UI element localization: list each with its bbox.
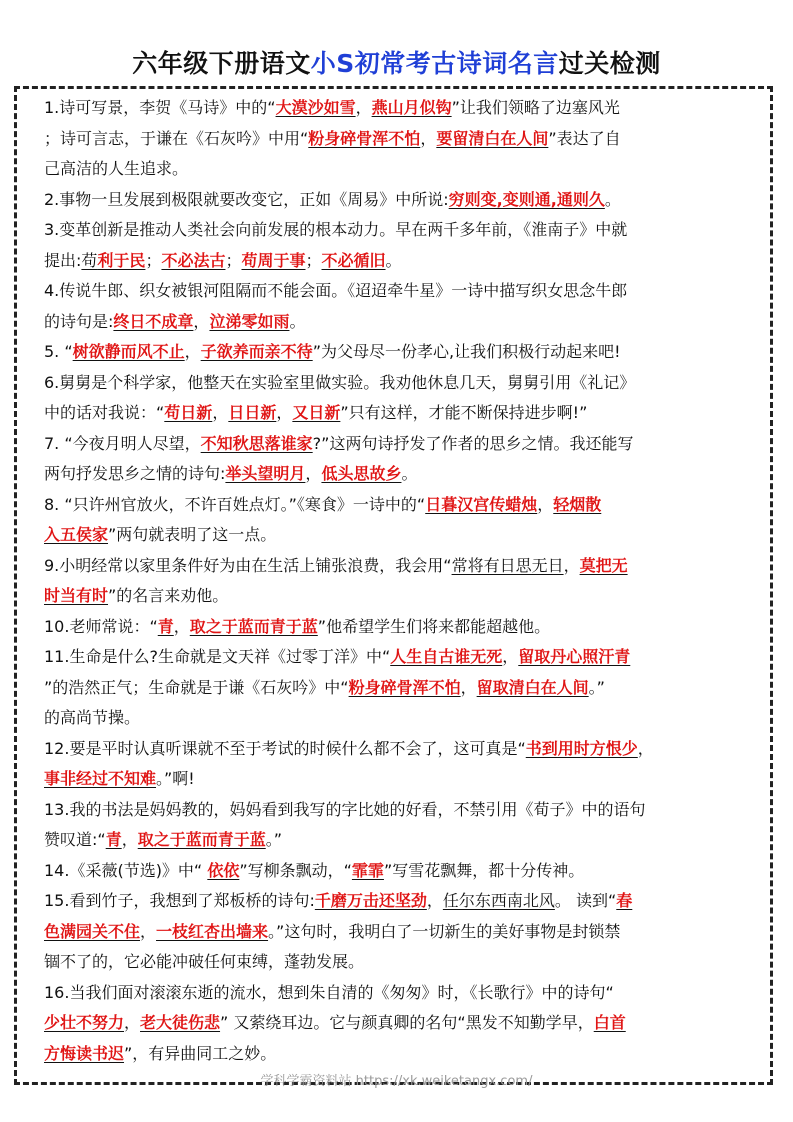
answer-text: 春: [616, 891, 633, 910]
question-line: [44, 734, 758, 765]
question-text: ”为父母尽一份孝心,让我们积极行动起来吧!: [312, 342, 621, 361]
answer-text: 青: [157, 616, 174, 636]
question-text: ，: [637, 738, 654, 758]
question-line: [44, 154, 758, 185]
question-line: [44, 429, 758, 460]
answer-text: 轻烟散: [553, 494, 602, 514]
question-text: 提出:: [44, 250, 82, 270]
question-text: 己高洁的人生追求。: [44, 159, 189, 178]
question-item: [44, 551, 758, 612]
question-text: 两句抒发思乡之情的诗句:: [44, 464, 226, 483]
question-text: ；: [225, 250, 242, 270]
question-line: [44, 703, 758, 734]
question-line: [44, 886, 758, 917]
question-list: [44, 93, 758, 1069]
answer-text: 要留清白在人间: [436, 128, 549, 148]
question-line: [44, 337, 758, 368]
question-text: 。: [289, 311, 306, 331]
question-text: ”只有这样，才能不断保持进步啊!”: [340, 403, 588, 422]
question-text: 。: [401, 464, 418, 483]
question-text: ；: [145, 250, 162, 270]
question-text: ”的浩然正气；生命就是于谦《石灰吟》中“: [44, 677, 349, 697]
question-text: 。: [604, 189, 621, 209]
answer-text: 书到用时方恨少: [525, 738, 638, 758]
title-part-1: 六年级下册语文: [132, 49, 311, 78]
question-text: 7. “今夜月明人尽望，: [44, 433, 201, 453]
question-line: [44, 673, 758, 704]
question-line: [44, 612, 758, 643]
question-text: 3.变革创新是推动人类社会向前发展的根本动力。早在两千多年前，《淮南子》中就: [44, 220, 628, 239]
question-text: 。: [385, 250, 402, 270]
question-text: ，: [124, 1013, 141, 1032]
question-line: [44, 368, 758, 399]
question-text: ，: [184, 342, 201, 361]
answer-text: 举头望明月: [225, 464, 306, 483]
question-text: 16.当我们面对滚滚东逝的流水，想到朱自清的《匆匆》时，《长歌行》中的诗句“: [44, 982, 614, 1002]
answer-text: 白首: [593, 1013, 626, 1032]
answer-text: 树欲静而风不止: [72, 342, 185, 361]
question-text: 。”这句时，我明白了一切新生的美好事物是封锁禁: [268, 921, 621, 941]
question-text: 1.诗可写景，李贺《马诗》中的“: [44, 98, 276, 117]
question-line: [44, 398, 758, 429]
question-text: 。”: [588, 677, 605, 697]
question-line: [44, 642, 758, 673]
answer-text: 穷则变,变则通,通则久: [448, 189, 605, 209]
question-text: ；诗可言志，于谦在《石灰吟》中用“: [44, 128, 309, 148]
answer-text: 时当有时: [44, 586, 109, 605]
answer-text: 低头思故乡: [321, 464, 402, 483]
question-line: [44, 825, 758, 856]
question-text: 15.看到竹子，我想到了郑板桥的诗句:: [44, 891, 315, 910]
question-line: [44, 276, 758, 307]
answer-text: 利于民: [97, 250, 146, 270]
question-text: 9.小明经常以家里条件好为由在生活上铺张浪费，我会用“: [44, 555, 452, 575]
answer-text: 泣涕零如雨: [209, 311, 290, 331]
question-text: ，: [212, 403, 229, 422]
question-text: ，: [121, 830, 138, 849]
question-line: [44, 246, 758, 277]
answer-text: 又日新: [292, 403, 341, 422]
question-text: ” 又萦绕耳边。它与颜真卿的名句“黑发不知勤学早，: [220, 1013, 594, 1032]
question-text: ”让我们领略了边塞风光: [451, 98, 620, 117]
question-item: [44, 276, 758, 337]
question-text: ，: [563, 555, 580, 575]
question-item: [44, 337, 758, 368]
question-item: [44, 642, 758, 734]
question-item: [44, 886, 758, 978]
answer-text: 莫把无: [579, 555, 628, 575]
underlined-text: 任尔东西南北风: [442, 891, 555, 910]
question-line: [44, 978, 758, 1009]
question-line: [44, 1039, 758, 1070]
underlined-text: 常将有日思无日: [451, 555, 564, 575]
title-part-3: 过关检测: [558, 49, 661, 78]
answer-text: 留取清白在人间: [476, 677, 589, 697]
question-text: 8. “只许州官放火，不许百姓点灯。”《寒食》一诗中的“: [44, 494, 426, 514]
question-text: ?”这两句诗抒发了作者的思乡之情。我还能写: [312, 433, 634, 453]
answer-text: 不知秋思落谁家: [200, 433, 313, 453]
answer-text: 青: [105, 830, 122, 849]
question-text: 锢不了的，它必能冲破任何束缚，蓬勃发展。: [44, 952, 365, 971]
question-line: [44, 185, 758, 216]
question-text: ，: [537, 494, 554, 514]
answer-text: 子欲养而亲不待: [200, 342, 313, 361]
question-item: [44, 856, 758, 887]
question-line: [44, 917, 758, 948]
question-text: 。 读到“: [554, 891, 617, 910]
question-item: [44, 734, 758, 795]
question-text: ”表达了自: [548, 128, 621, 148]
answer-text: 千磨万击还坚劲: [314, 891, 427, 910]
page-title: [0, 44, 793, 80]
question-line: [44, 124, 758, 155]
title-part-2: 小S初常考古诗词名言: [310, 49, 559, 78]
question-line: [44, 764, 758, 795]
question-line: [44, 459, 758, 490]
answer-text: 留取丹心照汗青: [518, 647, 631, 666]
answer-text: 霏霏: [351, 860, 384, 880]
question-text: ”写雪花飘舞，都十分传神。: [383, 860, 585, 880]
question-text: 2.事物一旦发展到极限就要改变它，正如《周易》中所说:: [44, 189, 449, 209]
question-text: 4.传说牛郎、织女被银河阻隔而不能会面。《迢迢牵牛星》一诗中描写织女思念牛郎: [44, 281, 628, 300]
question-text: ，: [420, 128, 437, 148]
question-item: [44, 185, 758, 216]
underlined-text: 苟: [81, 250, 98, 270]
answer-text: 粉身碎骨浑不怕: [308, 128, 421, 148]
question-text: 的诗句是:: [44, 311, 114, 331]
question-line: [44, 795, 758, 826]
question-text: 。”啊!: [156, 769, 195, 788]
question-line: [44, 581, 758, 612]
answer-text: 日暮汉宫传蜡烛: [425, 494, 538, 514]
answer-text: 依依: [207, 860, 240, 880]
question-item: [44, 368, 758, 429]
question-text: ”写柳条飘动，“: [239, 860, 352, 880]
answer-text: 大漠沙如雪: [275, 98, 356, 117]
question-item: [44, 612, 758, 643]
answer-text: 终日不成章: [113, 311, 194, 331]
answer-text: 入五侯家: [44, 525, 109, 544]
question-text: 的高尚节操。: [44, 708, 141, 727]
question-text: ，: [460, 677, 477, 697]
question-line: [44, 856, 758, 887]
question-line: [44, 215, 758, 246]
question-item: [44, 215, 758, 276]
question-item: [44, 93, 758, 185]
answer-text: 取之于蓝而青于蓝: [137, 830, 266, 849]
answer-text: 方悔读书迟: [44, 1043, 125, 1063]
answer-text: 一枝红杏出墙来: [156, 921, 269, 941]
question-text: 10.老师常说：“: [44, 616, 158, 636]
question-text: ”他希望学生们将来都能超越他。: [317, 616, 551, 636]
answer-text: 燕山月似钩: [371, 98, 452, 117]
question-text: ，: [305, 464, 322, 483]
answer-text: 人生自古谁无死: [390, 647, 503, 666]
answer-text: 苟日新: [164, 403, 213, 422]
watermark-footer: 学科学霸资料站 https://xk.weiketangx.com/: [260, 1074, 533, 1089]
question-text: 。”: [265, 830, 283, 849]
question-text: ”两句就表明了这一点。: [108, 525, 277, 544]
question-line: [44, 93, 758, 124]
question-line: [44, 947, 758, 978]
answer-text: 事非经过不知难: [44, 769, 157, 788]
answer-text: 老大徒伤悲: [140, 1013, 221, 1032]
question-text: ”，有异曲同工之妙。: [124, 1043, 277, 1063]
answer-text: 苟周于事: [241, 250, 306, 270]
answer-text: 日日新: [228, 403, 277, 422]
question-text: ，: [173, 616, 190, 636]
question-text: 11.生命是什么?生命就是文天祥《过零丁洋》中“: [44, 647, 391, 666]
question-line: [44, 551, 758, 582]
question-text: ，: [140, 921, 157, 941]
question-text: ，: [426, 891, 443, 910]
question-text: 赞叹道:“: [44, 830, 106, 849]
question-text: 中的话对我说：“: [44, 403, 165, 422]
question-text: 13.我的书法是妈妈教的，妈妈看到我写的字比她的好看，不禁引用《荀子》中的语句: [44, 799, 646, 819]
question-text: 5. “: [44, 342, 73, 361]
question-text: ；: [305, 250, 322, 270]
question-text: ，: [355, 98, 372, 117]
answer-text: 色满园关不住: [44, 921, 141, 941]
answer-text: 粉身碎骨浑不怕: [348, 677, 461, 697]
question-text: ，: [193, 311, 210, 331]
answer-text: 取之于蓝而青于蓝: [189, 616, 318, 636]
question-text: ”的名言来劝他。: [108, 586, 229, 605]
answer-text: 不必法古: [161, 250, 226, 270]
question-text: 6.舅舅是个科学家，他整天在实验室里做实验。我劝他休息几天，舅舅引用《礼记》: [44, 372, 636, 392]
question-line: [44, 307, 758, 338]
question-item: [44, 490, 758, 551]
question-item: [44, 978, 758, 1070]
question-line: [44, 520, 758, 551]
question-text: ，: [502, 647, 519, 666]
answer-text: 少壮不努力: [44, 1013, 125, 1032]
question-item: [44, 429, 758, 490]
question-text: 12.要是平时认真听课就不至于考试的时候什么都不会了，这可真是“: [44, 738, 526, 758]
question-item: [44, 795, 758, 856]
question-line: [44, 490, 758, 521]
question-text: ，: [276, 403, 293, 422]
question-text: 14.《采薇(节选)》中“: [44, 860, 208, 880]
question-line: [44, 1008, 758, 1039]
answer-text: 不必循旧: [321, 250, 386, 270]
